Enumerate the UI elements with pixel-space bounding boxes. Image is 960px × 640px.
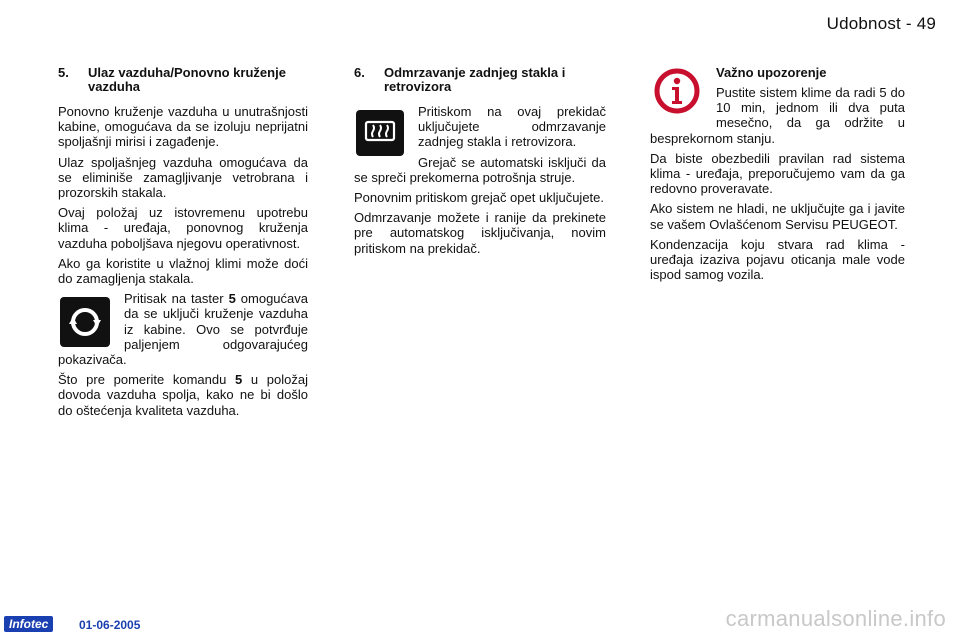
section6-heading [354, 66, 606, 94]
warning-lead: Pustite sistem klime da radi 5 do 10 min, jednom ili dva puta mesečno, da ga održite u besprekornom stanju. [650, 85, 905, 146]
rear-defrost-icon [356, 110, 404, 156]
recirculation-icon [60, 297, 110, 347]
warning-block [650, 66, 905, 151]
recirculation-block [58, 291, 308, 372]
column-warning [650, 66, 905, 287]
defrost-paragraph: Odmrzavanje možete i ranije da prekinete pre automatskog isključivanja, novim pritiskom na prekidač. [354, 210, 606, 256]
defrost-paragraph: Grejač se automatski isključi da se spreči prekomerna potrošnja struje. [354, 154, 606, 185]
section5-paragraph: Ulaz spoljašnjeg vazduha omogućava da se eliminiše zamagljivanje vetrobrana i prozorskih stakala. [58, 154, 308, 201]
section5-paragraph: Ako ga koristite u vlažnoj klimi može doći do zamagljenja stakala. [58, 255, 308, 287]
watermark: carmanualsonline.info [725, 606, 946, 631]
recirculation-button-text: Pritisak na taster 5 omogućava da se uključi kruženje vazduha iz kabine. Ovo se potvrđuje paljenjem odgovarajućeg pokazivača. [58, 291, 308, 368]
defrost-block [354, 104, 606, 190]
column-defrost [354, 66, 606, 261]
info-warning-icon [654, 68, 700, 114]
defrost-paragraph: Ponovnim pritiskom grejač opet uključujete. [354, 190, 605, 206]
section5-title: Ulaz vazduha/Ponovno kruženje vazduha [88, 65, 286, 94]
move-control-text: Što pre pomerite komandu 5 u položaj dovoda vazduha spolja, kako ne bi došlo do oštećenja kvaliteta vazduha. [58, 372, 308, 418]
footer-date: 01-06-2005 [79, 618, 141, 632]
warning-paragraph: Kondenzacija koju stvara rad klima - uređaja izaziva pojavu oticanja male vode ispod samog vozila. [650, 236, 905, 283]
defrost-paragraph: Pritiskom na ovaj prekidač uključujete odmrzavanje zadnjeg stakla i retrovizora. [418, 104, 606, 150]
section5-heading [58, 66, 308, 94]
warning-paragraph: Da biste obezbedili pravilan rad sistema klima - uređaja, preporučujemo vam da ga redovno proveravate. [650, 150, 905, 197]
section5-number: 5. [58, 65, 69, 80]
section6-title: Odmrzavanje zadnjeg stakla i retrovizora [384, 65, 566, 94]
section6-number: 6. [354, 65, 365, 80]
warning-title: Važno upozorenje [716, 66, 827, 80]
section5-paragraph: Ponovno kruženje vazduha u unutrašnjosti kabine, omogućava da se izoluju neprijatni spoljašnji mirisi i zagađenje. [58, 104, 308, 150]
page-title: Udobnost - 49 [826, 14, 936, 33]
column-recirculation [58, 66, 308, 423]
infotec-logo: Infotec [4, 616, 53, 632]
section5-paragraph: Ovaj položaj uz istovremenu upotrebu klima - uređaja, ponovnog kruženja vazduha poboljšava njegovu operativnost. [58, 205, 308, 251]
warning-paragraph: Ako sistem ne hladi, ne uključujte ga i javite se vašem Ovlašćenom Servisu PEUGEOT. [650, 201, 905, 232]
